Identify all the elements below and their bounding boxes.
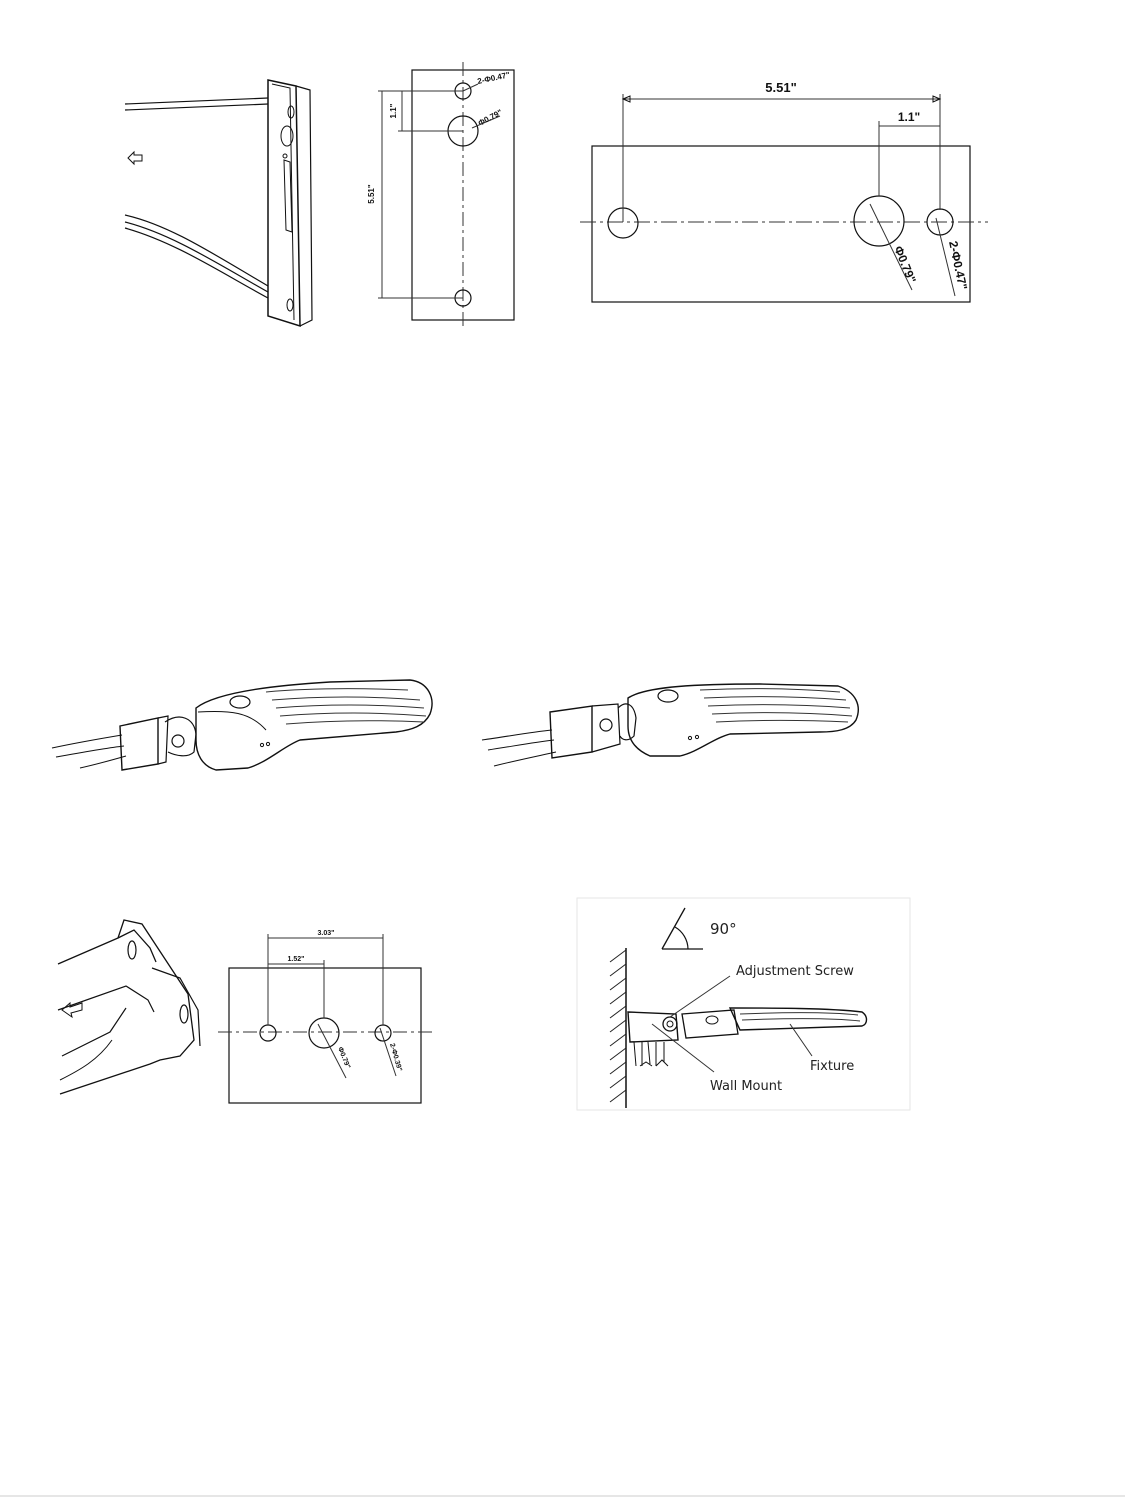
- fixture-illustration-right: [482, 684, 858, 766]
- plate-vertical-overall-dim: 5.51": [367, 184, 376, 204]
- plate-horizontal-drawing: [580, 80, 988, 302]
- wall-plate-small-hole-label: 2-Φ0.39": [388, 1042, 403, 1073]
- plate-horizontal-offset-dim: 1.1": [897, 110, 921, 124]
- wall-bracket-perspective: [58, 920, 200, 1094]
- plate-vertical-drawing: [367, 62, 514, 328]
- plate-vertical-small-hole-label: 2-Φ0.47": [476, 70, 511, 86]
- wall-plate-drawing: [218, 930, 432, 1103]
- adjustment-screw-label: Adjustment Screw: [736, 964, 854, 979]
- fixture-illustration-left: [52, 680, 432, 770]
- arrow-left-icon: [128, 152, 142, 164]
- wall-mount-installation: [577, 898, 910, 1110]
- bracket-perspective-top: [125, 80, 312, 326]
- wall-hatching: [610, 950, 626, 1102]
- angle-label: 90°: [710, 920, 737, 938]
- plate-vertical-large-hole-label: Φ0.79": [476, 107, 504, 128]
- fixture-label: Fixture: [810, 1059, 855, 1074]
- wall-plate-large-hole-label: Φ0.79": [336, 1046, 352, 1070]
- wall-plate-overall-dim: 3.03": [317, 930, 335, 937]
- wall-plate-offset-dim: 1.52": [287, 956, 305, 963]
- angle-icon: [662, 908, 703, 949]
- plate-horizontal-overall-dim: 5.51": [765, 80, 797, 95]
- plate-vertical-offset-dim: 1.1": [389, 103, 398, 119]
- plate-horizontal-small-hole-label: 2-Φ0.47": [946, 239, 971, 292]
- wall-mount-label: Wall Mount: [710, 1079, 783, 1094]
- plate-horizontal-large-hole-label: Φ0.79": [891, 243, 919, 286]
